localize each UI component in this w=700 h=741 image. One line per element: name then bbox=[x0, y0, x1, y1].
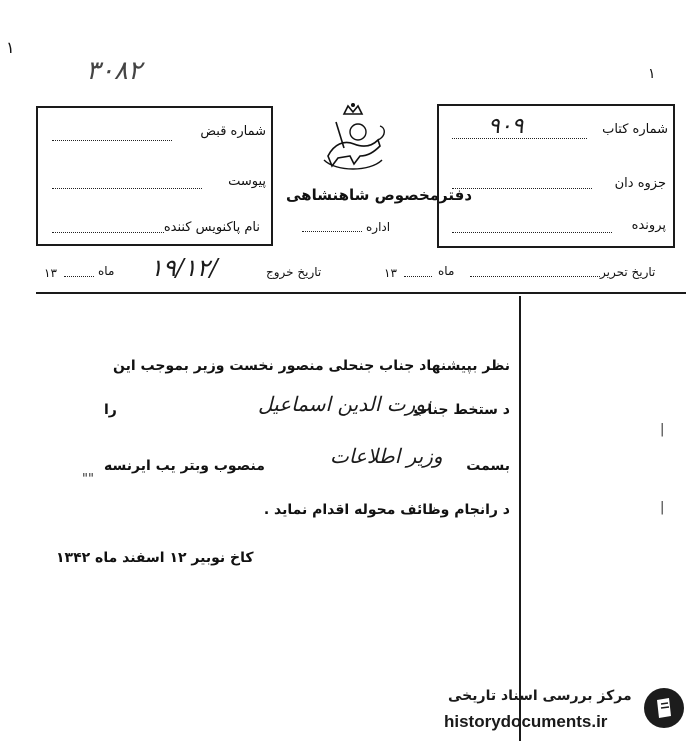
file-label: پرونده bbox=[631, 218, 666, 233]
body-line-4: د رانجام وظائف محوله اقدام نماید . bbox=[263, 502, 510, 518]
left-margin-mark: ۱ bbox=[6, 38, 15, 57]
year-right: ۱۳ bbox=[384, 266, 397, 280]
body-line-3-prefix: بسمت bbox=[466, 458, 510, 474]
letter-number-dots bbox=[452, 138, 587, 139]
binder-label: جزوه دان bbox=[614, 176, 666, 191]
exit-date-value: ۱۹/۱۲/ bbox=[150, 254, 218, 282]
right-margin-mark: ۱ bbox=[648, 66, 656, 82]
receipt-number-dots bbox=[52, 140, 172, 141]
body-line-1: نظر بپیشنهاد جناب جنحلی منصور نخست وزیر بموجب این bbox=[113, 358, 510, 374]
letter-number-label: شماره کتاب bbox=[602, 122, 668, 137]
month-label-left: ماه bbox=[98, 264, 115, 278]
sender-name-label: نام پاکنویس کننده bbox=[163, 220, 260, 235]
department-label: اداره bbox=[366, 220, 391, 234]
attachment-label: پیوست bbox=[228, 174, 266, 189]
sender-name-dots bbox=[52, 232, 164, 233]
month-label-right: ماه bbox=[438, 264, 455, 278]
margin-speck: "" bbox=[82, 472, 94, 487]
watermark-org-name: مرکز بررسی اسناد تاریخی bbox=[448, 688, 632, 704]
letter-number-value: ۹۰۹ bbox=[488, 114, 524, 139]
attachment-dots bbox=[52, 188, 202, 189]
imperial-emblem-icon bbox=[314, 100, 392, 178]
watermark-url: historydocuments.ir bbox=[444, 712, 608, 731]
department-dots bbox=[302, 231, 362, 232]
body-line-5-date: کاخ نوبیر ۱۲ اسفند ماه ۱۳۴۲ bbox=[56, 550, 254, 566]
margin-column-divider bbox=[519, 296, 521, 741]
body-line-3-handwriting: وزیر اطلاعات bbox=[330, 444, 443, 468]
year-right-dots bbox=[404, 276, 432, 277]
margin-speck: | bbox=[660, 500, 665, 515]
write-date-dots bbox=[470, 276, 600, 277]
office-title: دفترمخصوص شاهنشاهی bbox=[286, 186, 473, 204]
receipt-number-label: شماره قبض bbox=[200, 124, 266, 139]
binder-dots bbox=[452, 188, 592, 189]
archive-number: ۳۰۸۲ bbox=[86, 56, 142, 86]
body-line-2-suffix: را bbox=[104, 402, 117, 418]
body-line-2-prefix: د ستخط جناب bbox=[413, 402, 510, 418]
body-line-2-handwriting: نورت الدین اسماعیل bbox=[258, 392, 432, 416]
write-date-label: تاریخ تحریر bbox=[600, 265, 656, 279]
body-line-3-suffix: منصوب وبتر یب ایرنسه bbox=[104, 458, 265, 474]
exit-date-label: تاریخ خروج bbox=[266, 265, 322, 279]
margin-speck: | bbox=[660, 422, 665, 437]
header-divider bbox=[36, 292, 686, 294]
year-left: ۱۳ bbox=[44, 266, 57, 280]
year-left-dots bbox=[64, 276, 94, 277]
file-dots bbox=[452, 232, 612, 233]
history-documents-logo-icon bbox=[644, 688, 684, 728]
